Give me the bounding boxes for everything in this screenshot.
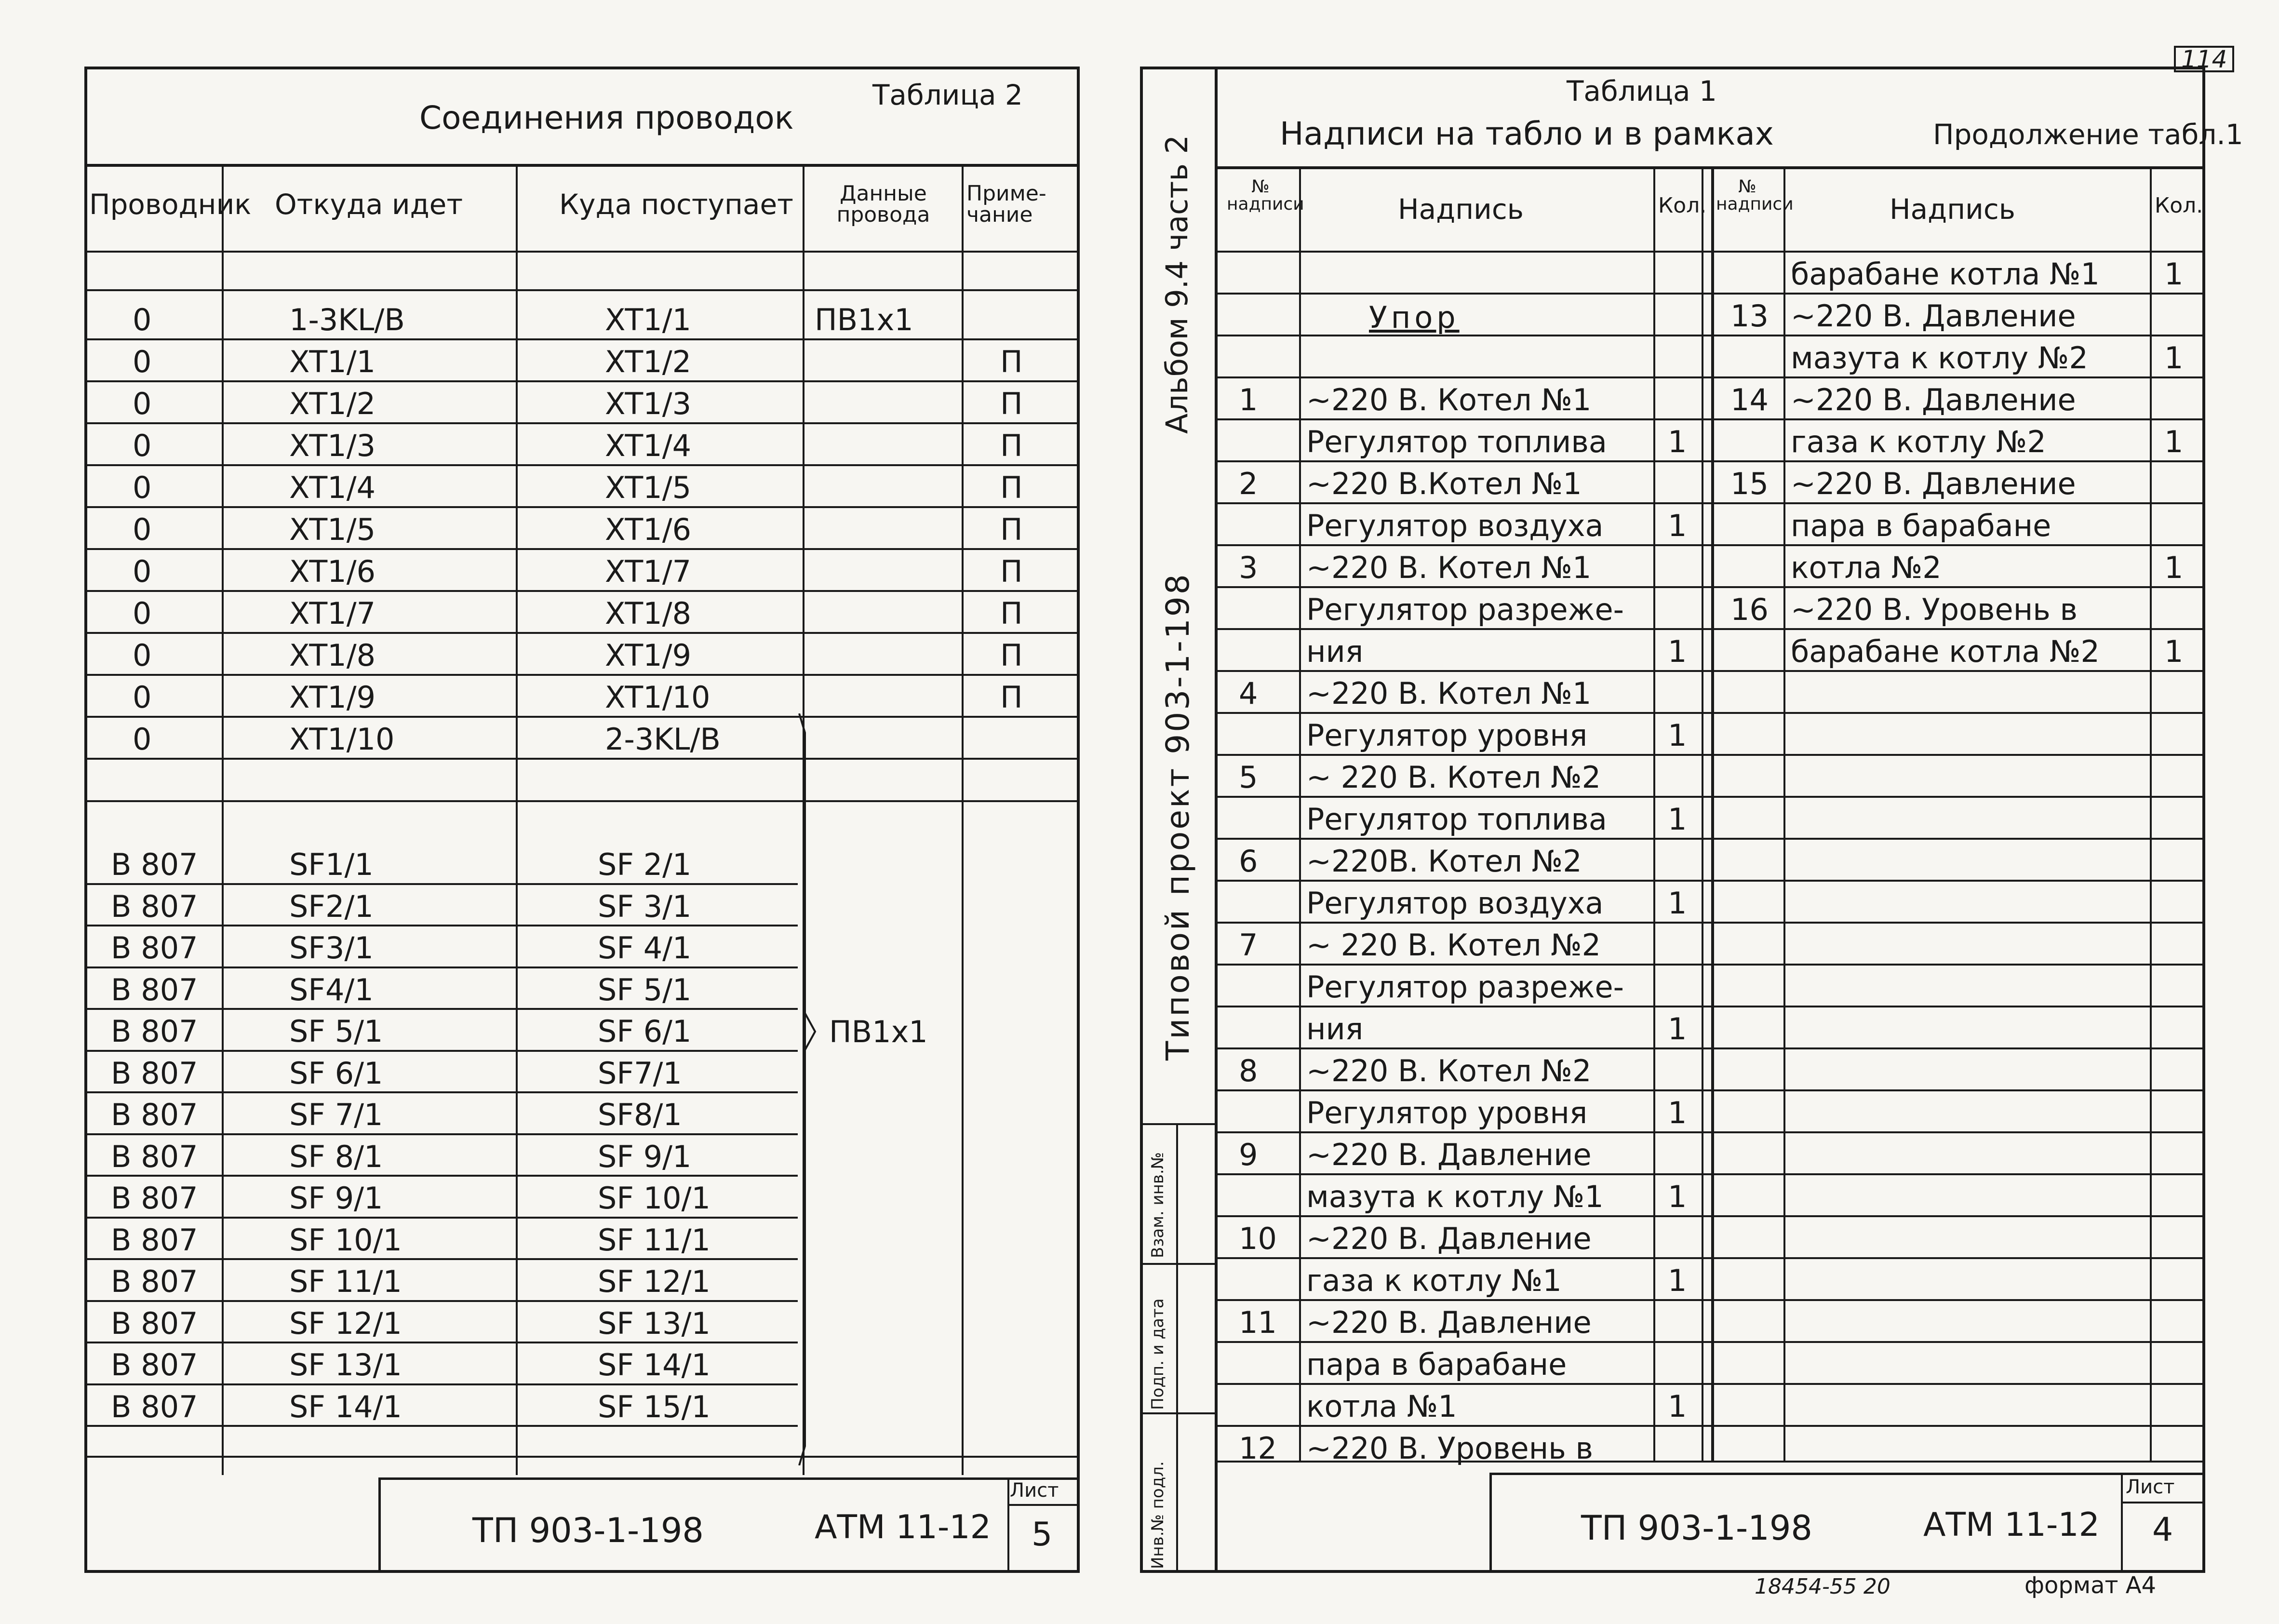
t2-cell-conductor: 0	[133, 596, 152, 631]
t1-left-cell-qty: 1	[1668, 1179, 1687, 1214]
t2-cell-from: XT1/4	[289, 470, 376, 505]
t2-cell-to: XT1/7	[605, 554, 692, 589]
t1-stamp-sheet-code: АТМ 11-12	[1923, 1506, 2100, 1544]
t2-stamp-code: ТП 903-1-198	[472, 1511, 704, 1550]
t2-cell-conductor: B 807	[111, 1347, 198, 1382]
t2-cell-to: XT1/9	[605, 638, 692, 673]
t2-cell-from: XT1/2	[289, 386, 376, 421]
t1-left-cell-text: ния	[1306, 634, 1364, 669]
format-label: формат А4	[2024, 1572, 2157, 1599]
t1-left-cell-text: ~220 В. Котел №1	[1306, 382, 1592, 417]
t2-cell-conductor: B 807	[111, 1222, 198, 1258]
t2-cell-conductor: B 807	[111, 1097, 198, 1132]
t2-cell-wire: ПВ1x1	[815, 302, 913, 337]
t1-left-cell-no: 8	[1239, 1053, 1258, 1088]
t2-cell-to: XT1/4	[605, 428, 692, 463]
side-field-inv: Инв.№ подл.	[1148, 1461, 1167, 1569]
t1-left-cell-no: 9	[1239, 1137, 1258, 1172]
t2-cell-conductor: B 807	[111, 930, 198, 966]
t1-left-cell-text: ~220 В. Котел №2	[1306, 1053, 1592, 1088]
t2-cell-to: SF8/1	[598, 1097, 682, 1132]
t2-cell-to: SF 13/1	[598, 1305, 711, 1341]
t2-cell-from: SF 9/1	[289, 1181, 383, 1216]
t2-stamp-sheet-code: АТМ 11-12	[815, 1508, 991, 1546]
t2-cell-conductor: 0	[133, 470, 152, 505]
t2-cell-from: XT1/7	[289, 596, 376, 631]
t1-left-cell-no: 4	[1239, 676, 1258, 711]
t2-cell-from: SF1/1	[289, 847, 374, 882]
t1-right-cell-no: 15	[1730, 466, 1769, 501]
t1-right-cell-qty: 1	[2164, 550, 2184, 585]
t2-cell-conductor: B 807	[111, 1014, 198, 1049]
t1-left-cell-no: 11	[1239, 1305, 1277, 1340]
side-field-sign: Подп. и дата	[1148, 1298, 1167, 1410]
t2-cell-to: SF 6/1	[598, 1014, 692, 1049]
table1-title: Надписи на табло и в рамках	[1280, 115, 1774, 152]
t2-cell-from: SF 12/1	[289, 1305, 402, 1341]
t1-left-cell-text: ~220В. Котел №2	[1306, 844, 1582, 879]
t1-stamp-sheet-no: 4	[2152, 1511, 2173, 1549]
t1-right-cell-qty: 1	[2164, 634, 2184, 669]
t2-cell-note: П	[1000, 470, 1023, 505]
side-project: Типовой проект 903-1-198	[1159, 572, 1196, 1060]
table1-continuation: Продолжение табл.1	[1933, 118, 2243, 151]
t1-left-cell-qty: 1	[1668, 1095, 1687, 1130]
t1-right-cell-qty: 1	[2164, 340, 2184, 376]
t1-left-cell-text: Регулятор топлива	[1306, 424, 1607, 459]
t1-stamp-code: ТП 903-1-198	[1581, 1508, 1812, 1548]
t2-cell-conductor: B 807	[111, 847, 198, 882]
t2-cell-from: SF3/1	[289, 930, 374, 966]
t2-cell-conductor: B 807	[111, 1139, 198, 1174]
t1-right-cell-no: 16	[1730, 592, 1769, 627]
t2-cell-from: XT1/3	[289, 428, 376, 463]
t2-cell-to: SF 15/1	[598, 1389, 711, 1424]
t2-cell-note: П	[1000, 428, 1023, 463]
t1-right-cell-text: котла №2	[1791, 550, 1942, 585]
t2-col-conductor: Проводник	[89, 188, 252, 221]
t2-cell-to: XT1/1	[605, 302, 692, 337]
t1-left-cell-text: Регулятор уровня	[1306, 718, 1588, 753]
t2-cell-to: XT1/6	[605, 512, 692, 547]
t1-left-cell-text: газа к котлу №1	[1306, 1263, 1562, 1298]
t2-cell-note: П	[1000, 512, 1023, 547]
t2-cell-to: SF 2/1	[598, 847, 692, 882]
t1-left-cell-text: ~ 220 В. Котел №2	[1306, 760, 1601, 795]
table2-title: Соединения проводок	[419, 99, 794, 136]
t1-left-cell-qty: 1	[1668, 1389, 1687, 1424]
t1-right-cell-text: ~220 В. Уровень в	[1791, 592, 2078, 627]
t1-left-cell-no: 7	[1239, 927, 1258, 963]
t1-left-cell-text: ~220 В.Котел №1	[1306, 466, 1582, 501]
t1-left-cell-no: 10	[1239, 1221, 1277, 1256]
brace-line	[795, 713, 815, 1465]
t2-col-from: Откуда идет	[275, 188, 463, 221]
table1-label: Таблица 1	[1567, 75, 1717, 107]
t2-cell-to: SF 9/1	[598, 1139, 692, 1174]
table2-label: Таблица 2	[872, 79, 1023, 111]
t2-cell-from: SF 6/1	[289, 1055, 383, 1091]
t2-cell-to: SF 4/1	[598, 930, 692, 966]
t2-cell-conductor: B 807	[111, 1264, 198, 1299]
t1-left-cell-text: Регулятор воздуха	[1306, 886, 1604, 921]
t1-col-no: № надписи	[1227, 177, 1304, 214]
t1-left-cell-text: Регулятор воздуха	[1306, 508, 1604, 543]
t2-cell-to: XT1/8	[605, 596, 692, 631]
footer-code: 18454-55 20	[1755, 1574, 1890, 1599]
t2-cell-from: SF 13/1	[289, 1347, 402, 1382]
t2-stamp-sheet-label: Лист	[1010, 1479, 1059, 1502]
t1-right-cell-text: ~220 В. Давление	[1791, 382, 2076, 417]
t2-cell-note: П	[1000, 638, 1023, 673]
t2-cell-from: XT1/5	[289, 512, 376, 547]
t1-left-cell-text: Регулятор разреже-	[1306, 592, 1624, 627]
brace-mark	[803, 1012, 822, 1051]
t1-right-cell-text: барабане котла №1	[1791, 256, 2100, 292]
t1-right-cell-text: мазута к котлу №2	[1791, 340, 2088, 376]
t2-cell-to: XT1/5	[605, 470, 692, 505]
t1-left-cell-text: пара в барабане	[1306, 1347, 1567, 1382]
t1-left-cell-qty: 1	[1668, 1263, 1687, 1298]
t1-left-cell-text: Регулятор топлива	[1306, 802, 1607, 837]
t2-cell-from: SF 10/1	[289, 1222, 402, 1258]
t1-left-cell-text: ~220 В. Уровень в	[1306, 1431, 1594, 1466]
t2-cell-from: XT1/8	[289, 638, 376, 673]
t1-left-cell-no: 12	[1239, 1431, 1277, 1466]
t1-right-cell-no: 14	[1730, 382, 1769, 417]
page-number: 114	[2181, 45, 2227, 73]
t1-left-cell-no: 1	[1239, 382, 1258, 417]
t2-cell-conductor: B 807	[111, 1181, 198, 1216]
t2-cell-to: SF 11/1	[598, 1222, 711, 1258]
t2-cell-conductor: 0	[133, 680, 152, 715]
t2-cell-note: П	[1000, 386, 1023, 421]
t2-cell-note: П	[1000, 344, 1023, 379]
t2-cell-to: 2-3KL/B	[605, 722, 721, 757]
t2-cell-conductor: 0	[133, 302, 152, 337]
t2-cell-conductor: 0	[133, 554, 152, 589]
t2-cell-from: SF2/1	[289, 888, 374, 924]
t2-cell-conductor: 0	[133, 512, 152, 547]
t1-left-cell-qty: 1	[1668, 886, 1687, 921]
t2-cell-to: XT1/3	[605, 386, 692, 421]
t2-wire-data-b: ПВ1x1	[829, 1014, 928, 1049]
t2-cell-to: SF 14/1	[598, 1347, 711, 1382]
t2-cell-to: XT1/2	[605, 344, 692, 379]
side-field-replace: Взам. инв.№	[1148, 1152, 1167, 1258]
t1-left-cell-text: котла №1	[1306, 1389, 1457, 1424]
t2-cell-from: 1-3KL/B	[289, 302, 405, 337]
t1-heading: Упор	[1369, 300, 1460, 335]
t2-cell-note: П	[1000, 554, 1023, 589]
t1-stamp-sheet-label: Лист	[2126, 1476, 2175, 1498]
t2-cell-from: SF 8/1	[289, 1139, 383, 1174]
t1-left-cell-text: Регулятор уровня	[1306, 1095, 1588, 1130]
t2-col-wire-data: Данные провода	[836, 181, 930, 227]
t2-cell-conductor: B 807	[111, 972, 198, 1007]
t2-cell-to: SF 10/1	[598, 1181, 711, 1216]
t1-right-cell-text: барабане котла №2	[1791, 634, 2100, 669]
side-album: Альбом 9.4 часть 2	[1159, 134, 1194, 434]
t1-left-cell-no: 6	[1239, 844, 1258, 879]
t2-cell-to: XT1/10	[605, 680, 711, 715]
t1-right-cell-text: газа к котлу №2	[1791, 424, 2046, 459]
t1-left-cell-qty: 1	[1668, 634, 1687, 669]
t1-left-cell-no: 5	[1239, 760, 1258, 795]
t2-cell-conductor: 0	[133, 386, 152, 421]
t2-cell-from: SF 14/1	[289, 1389, 402, 1424]
t1-col-text: Надпись	[1398, 193, 1524, 226]
t1-left-cell-text: ~220 В. Котел №1	[1306, 676, 1592, 711]
t1-right-cell-qty: 1	[2164, 424, 2184, 459]
t1-right-cell-text: ~220 В. Давление	[1791, 466, 2076, 501]
t2-cell-conductor: 0	[133, 428, 152, 463]
t1-left-cell-text: ~220 В. Давление	[1306, 1137, 1592, 1172]
t2-cell-to: SF 5/1	[598, 972, 692, 1007]
t1-left-cell-text: ~220 В. Давление	[1306, 1305, 1592, 1340]
t1-right-cell-text: ~220 В. Давление	[1791, 298, 2076, 334]
t1-left-cell-qty: 1	[1668, 424, 1687, 459]
t2-cell-conductor: 0	[133, 344, 152, 379]
t2-cell-from: SF4/1	[289, 972, 374, 1007]
t1-left-cell-text: ~220 В. Давление	[1306, 1221, 1592, 1256]
t2-cell-note: П	[1000, 596, 1023, 631]
t2-cell-conductor: B 807	[111, 888, 198, 924]
t1-col-no-2: № надписи	[1716, 177, 1794, 214]
t2-cell-from: SF 5/1	[289, 1014, 383, 1049]
t2-cell-from: SF 11/1	[289, 1264, 402, 1299]
t1-col-qty-2: Кол.	[2155, 193, 2203, 218]
t1-left-cell-qty: 1	[1668, 1011, 1687, 1047]
t1-left-cell-qty: 1	[1668, 718, 1687, 753]
t2-cell-from: XT1/9	[289, 680, 376, 715]
t1-left-cell-no: 3	[1239, 550, 1258, 585]
t1-left-cell-no: 2	[1239, 466, 1258, 501]
t2-stamp-sheet-no: 5	[1032, 1516, 1053, 1554]
t1-left-cell-text: ~220 В. Котел №1	[1306, 550, 1592, 585]
t1-col-qty: Кол.	[1658, 193, 1707, 218]
t2-cell-conductor: B 807	[111, 1055, 198, 1091]
t1-right-cell-text: пара в барабане	[1791, 508, 2051, 543]
t2-cell-from: XT1/1	[289, 344, 376, 379]
t2-cell-from: XT1/6	[289, 554, 376, 589]
t1-left-cell-text: Регулятор разреже-	[1306, 969, 1624, 1005]
t2-cell-note: П	[1000, 680, 1023, 715]
t2-cell-to: SF 12/1	[598, 1264, 711, 1299]
t1-right-cell-qty: 1	[2164, 256, 2184, 292]
t1-right-cell-no: 13	[1730, 298, 1769, 334]
t2-col-to: Куда поступает	[559, 188, 793, 221]
t1-col-text-2: Надпись	[1890, 193, 2015, 226]
t2-cell-conductor: 0	[133, 638, 152, 673]
t2-cell-from: SF 7/1	[289, 1097, 383, 1132]
t1-left-cell-text: ~ 220 В. Котел №2	[1306, 927, 1601, 963]
t1-left-cell-qty: 1	[1668, 508, 1687, 543]
t2-cell-from: XT1/10	[289, 722, 395, 757]
t1-left-cell-text: мазута к котлу №1	[1306, 1179, 1604, 1214]
t1-left-cell-qty: 1	[1668, 802, 1687, 837]
t2-cell-conductor: B 807	[111, 1305, 198, 1341]
t2-cell-conductor: 0	[133, 722, 152, 757]
t2-cell-conductor: B 807	[111, 1389, 198, 1424]
t2-col-note: Приме-чание	[966, 181, 1046, 227]
t2-cell-to: SF 3/1	[598, 888, 692, 924]
t1-left-cell-text: ния	[1306, 1011, 1364, 1047]
t2-cell-to: SF7/1	[598, 1055, 682, 1091]
